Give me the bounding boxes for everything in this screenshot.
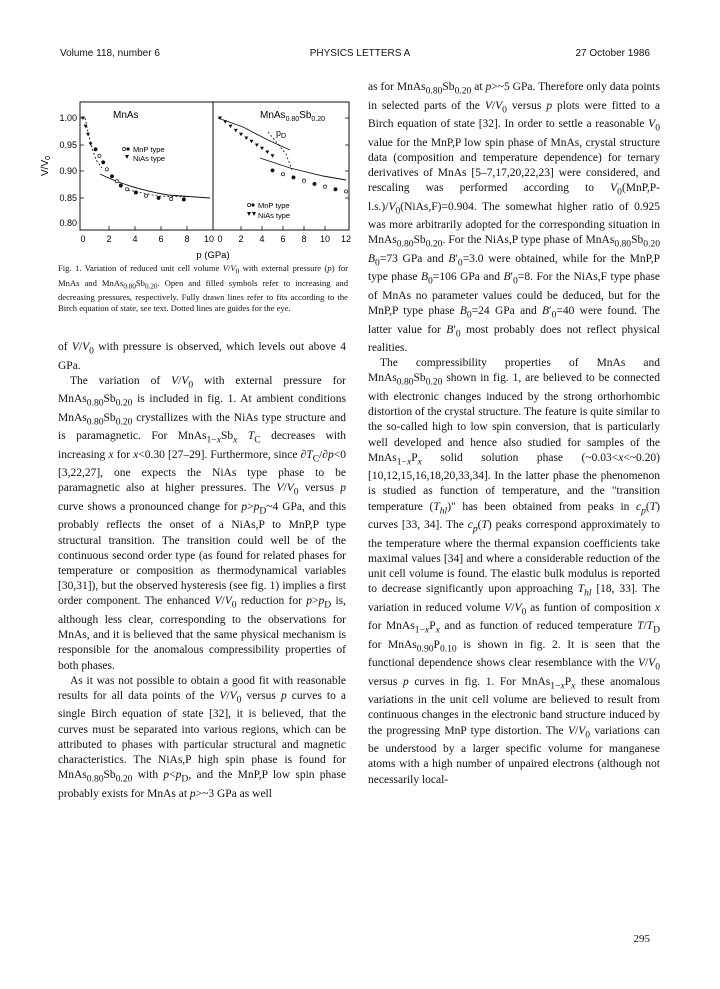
series-points-right [218, 117, 348, 194]
x-tick: 8 [301, 234, 307, 244]
paragraph: The compressibility properties of MnAs and $MnAs_{0.80}Sb_{0.20}$ shown in fig. 1, are believed to be connected with electronic changes induced by the strong orthorhombic distortion of the crystal structure. The feature is quite similar to the so-called high to low spin conversion, that is particularly well developed and hence also studied for samples of the $MnAs_{1-x}P_x$ solid solution phase (~0.03<x<~0.20) [10,12,15,16,18,20,33,34]. In the latter phase the phenomenon is studied as function of temperature, and the "transition temperature $(T_{hl})$" has been obtained from peaks in $c_p(T)$ curves [33, 34]. The $c_p(T)$ peaks correspond approximately to the temperature where the thermal expansion coefficients take maximal values [34] and where a considerable reduction of the unit cell volume is found. The elastic bulk modulus is reported to decrease significantly upon approaching $T_{hl}$ [18, 33]. The variation in reduced volume $V/V_0$ as funtion of composition x for $MnAs_{1-x}P_x$ and as function of reduced temperature $T/T_D$ for $MnAs_{0.90}P_{0.10}$ is shown in fig. 2. It is seen that the functional dependence shows clear resemblance with the $V/V_0$ versus p curves in fig. 1. For $MnAs_{1-x}P_x$ these anomalous variations in the unit cell volume are believed to result from continuous changes in the electronic band structure induced by the progressing MnP type distortion. The $V/V_0$ variations can be understood by a larger specific volume for manganese atoms with a high number of unpaired electrons (although not necessarily local- [368, 357, 661, 786]
mnp-point [281, 173, 284, 176]
mnp-point [302, 179, 305, 182]
nias-point [265, 151, 269, 155]
nias-point [229, 125, 233, 129]
nias-point [86, 133, 90, 137]
y-tick: 0.95 [59, 140, 77, 150]
mnp-point [144, 194, 147, 197]
y-tick: 0.85 [59, 193, 77, 203]
header-journal: PHYSICS LETTERS A [309, 48, 411, 59]
legend-right [247, 201, 290, 220]
mnp-point [119, 184, 122, 187]
x-tick: 10 [203, 234, 215, 244]
figure-1 [28, 92, 358, 260]
paragraph: as for $MnAs_{0.80}Sb_{0.20}$ at p>~5 GPa. Therefore only data points in selected parts of the $V/V_0$ versus p plots were fitted to a Birch equation of state [32]. In order to settle a reasonable $V_0$ value for the MnP,P low spin phase of MnAs, crystal structure data (composition and temperature dependence) for ternary derivatives of MnAs [5–7,17,20,22,23] were considered, and rescaling was performed according to $V_0(MnP,P-l.s.)/V_0(NiAs,F)=0.904$. The somewhat higher ratio of 0.925 was more arbitrarily adopted for the corresponding situation in $MnAs_{0.80}Sb_{0.20}$. For the NiAs,P type phase of $MnAs_{0.80}Sb_{0.20}$ $B_0=73$ GPa and $B'_0=3.0$ were obtained, while for the MnP,P type phase $B_0=106$ GPa and $B'_0=8$. For the NiAs,F type phase of MnAs no parameter values could be deduced, but for the MnP,P type phase $B_0=24$ GPa and $B'_0=40$ were found. The latter value for $B'_0$ most probably does not reflect physical realities. [368, 81, 661, 355]
mnp-point [115, 180, 118, 183]
x-tick: 6 [280, 234, 286, 244]
nias-point [89, 142, 93, 146]
nias-point [271, 154, 275, 158]
mnp-point [126, 188, 129, 191]
left-column [58, 340, 346, 802]
x-tick-labels-left [80, 234, 214, 244]
mnp-point [102, 161, 105, 164]
paragraph: of $V/V_0$ with pressure is observed, which levels out above 4 GPa. [58, 341, 346, 372]
header-date: 27 October 1986 [575, 48, 650, 59]
panel-right-title: $MnAs_{0.80}Sb_{0.20}$ [260, 110, 326, 123]
paragraph: The variation of $V/V_0$ with external pressure for $MnAs_{0.80}Sb_{0.20}$ is included in fig. 1. At ambient conditions $MnAs_{0.80}Sb_{0.20}$ crystallizes with the NiAs type structure and is paramagnetic. For $MnAs_{1-x}Sb_x$ $T_C$ decreases with increasing x for x<0.30 [27–29]. Furthermore, since $\partial T_C/\partial p<0$ [3,22,27], one expects the NiAs type phase to be paramagnetic also at higher pressures. The $V/V_0$ versus p curve shows a pronounced change for $p>p_D\sim 4$ GPa, and this probably reflects the onset of a NiAs,P to MnP,P type structural transition. The transition could well be of the continuous second order type (as found for related phases for temperature or composition as thermodynamical variables [30,31]), but the observed hysteresis (see fig. 1) implies a first order component. The enhanced $V/V_0$ reduction for $p>p_D$ is, although less clear, corresponding to the observations for MnAs, and it is believed that the same physical mechanism is responsible for the anomalous compressibility properties of both phases. [58, 374, 347, 672]
x-tick: 0 [80, 234, 86, 244]
mnp-point [271, 169, 274, 172]
x-tick: 10 [319, 234, 331, 244]
mnp-point [313, 182, 316, 185]
figure-caption: Fig. 1. Variation of reduced unit cell volume $V/V_0$ with external pressure (p) for MnAs and $MnAs_{0.80}Sb_{0.20}$. Open and filled symbols refer to increasing and decreasing pressures, respectively. Fully drawn lines refer to fits according to the Birch equation of state, see text. Dotted lines are guides for the eye. [58, 263, 348, 314]
mnp-point [98, 154, 101, 157]
paragraph: As it was not possible to obtain a good fit with reasonable results for all data points of the $V/V_0$ versus p curves to a single Birch equation of state [32], it is believed, that the curves must be separated into various regions, which can be attributed to phases with particular structural and magnetic characteristics. The NiAs,P high spin phase is found for $MnAs_{0.80}Sb_{0.20}$ with $p<p_D$, and the MnP,P low spin phase probably exists for MnAs at p>~3 GPa as well [58, 674, 347, 800]
nias-point [255, 144, 259, 148]
y-tick: 0.90 [59, 166, 77, 176]
mnp-point [182, 198, 185, 201]
x-tick: 8 [184, 234, 190, 244]
panel-left-frame [80, 102, 213, 230]
legend-nias: NiAs type [133, 154, 166, 163]
y-tick: 1.00 [59, 113, 77, 123]
legend-mnp: MnP type [258, 201, 290, 210]
pd-label: $p_D$ [276, 128, 287, 140]
nias-point [223, 120, 227, 124]
y-tick: 0.80 [59, 218, 77, 228]
mnp-point [157, 196, 160, 199]
nias-point [239, 133, 243, 137]
mnp-point [94, 148, 97, 151]
mnp-point [334, 188, 337, 191]
mnp-point [110, 175, 113, 178]
x-tick: 6 [158, 234, 164, 244]
mnp-point [105, 168, 108, 171]
nias-point [244, 137, 248, 141]
y-axis-label: $V/V_0$ [40, 155, 52, 176]
x-axis-label: p (GPa) [196, 250, 230, 260]
x-tick: 4 [259, 234, 265, 244]
mnp-point [134, 191, 137, 194]
x-tick: 4 [132, 234, 138, 244]
legend-nias: NiAs type [258, 211, 291, 220]
x-tick: 0 [217, 234, 223, 244]
nias-point [234, 129, 238, 133]
mnp-point [323, 185, 326, 188]
right-column [368, 80, 660, 788]
panel-left-title: MnAs [113, 110, 139, 121]
legend-mnp: MnP type [133, 145, 165, 154]
x-tick: 12 [340, 234, 352, 244]
mnp-point [292, 176, 295, 179]
x-tick: 2 [106, 234, 112, 244]
x-tick-labels-right [217, 234, 351, 244]
y-tick-labels [59, 113, 77, 228]
mnp-point [344, 190, 347, 193]
x-tick: 2 [238, 234, 244, 244]
header-volume: Volume 118, number 6 [60, 48, 160, 59]
legend-left [122, 145, 165, 163]
mnp-point [170, 197, 173, 200]
nias-point [250, 140, 254, 144]
nias-point [260, 147, 264, 151]
page-number: 295 [633, 933, 650, 945]
